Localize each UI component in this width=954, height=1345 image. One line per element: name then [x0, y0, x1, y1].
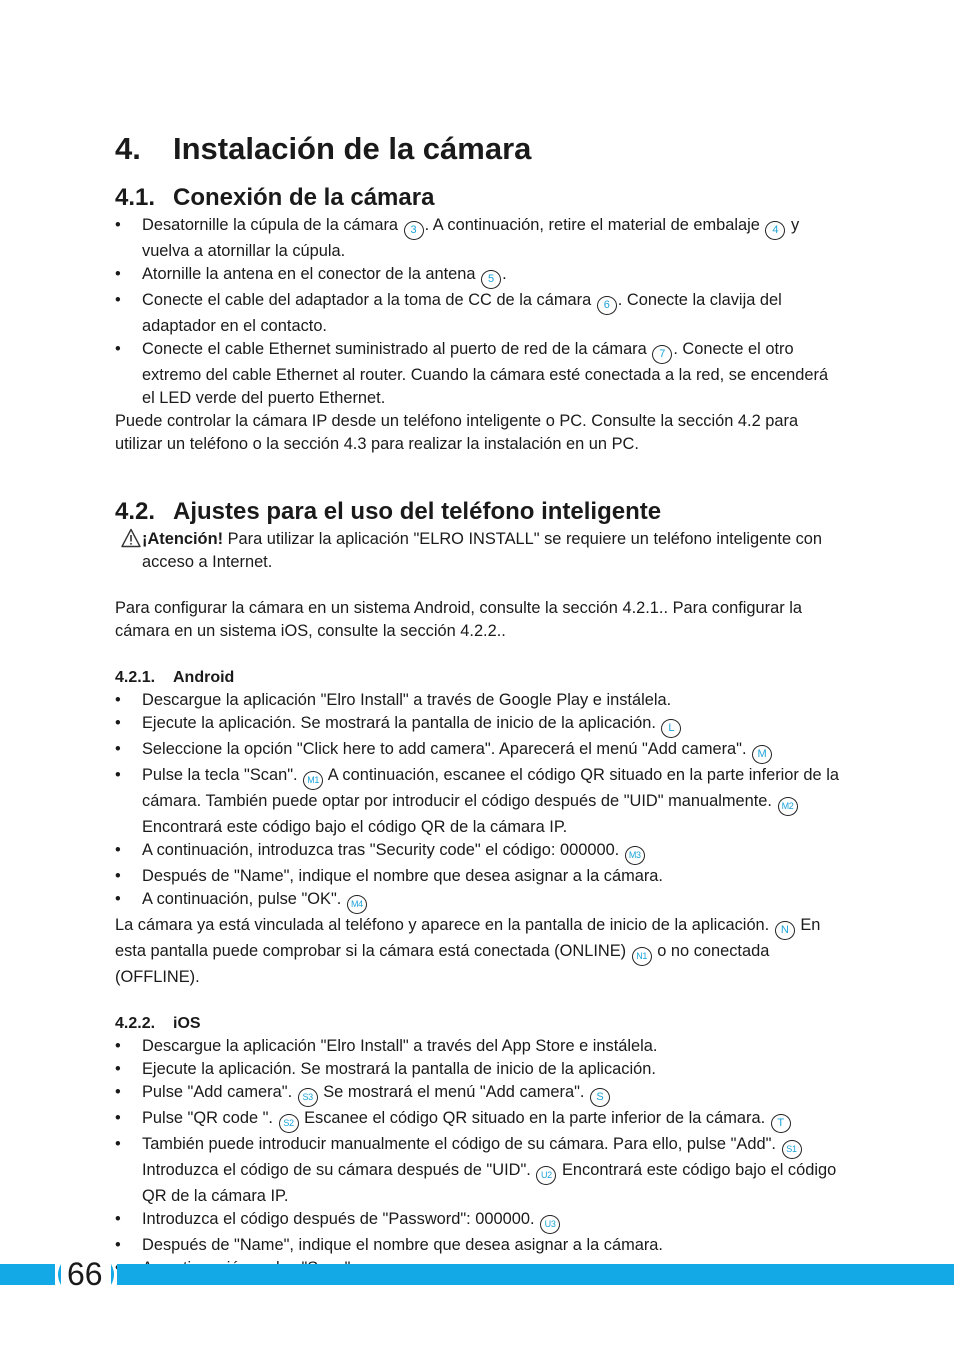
section-heading-4-1: 4.1. Conexión de la cámara — [115, 184, 435, 211]
list-item: • Después de "Name", indique el nombre que desea asignar a la cámara. — [115, 865, 845, 888]
callout-badge: U2 — [536, 1166, 556, 1185]
list-item: • Descargue la aplicación "Elro Install" a través de Google Play e instálela. — [115, 689, 845, 712]
paragraph: Puede controlar la cámara IP desde un teléfono inteligente o PC. Consulte la sección 4.2 para utilizar un teléfono o la sección 4.3 para realizar la instalación en un PC. — [115, 412, 799, 453]
list-item: • Seleccione la opción "Click here to add camera". Aparecerá el menú "Add camera". M — [115, 738, 845, 764]
list-item: • Conecte el cable del adaptador a la toma de CC de la cámara 6 . Conecte la clavija del adaptador en el contacto. — [115, 289, 845, 338]
callout-badge: 3 — [404, 221, 424, 240]
page-number: 66 — [67, 1256, 103, 1292]
list-item: • Introduzca el código después de "Password": 000000. U3 — [115, 1208, 845, 1234]
callout-badge: M3 — [625, 846, 645, 865]
callout-badge: L — [661, 719, 681, 738]
list-item: • Desatornille la cúpula de la cámara 3 . A continuación, retire el material de embalaje 4 y vuelva a atornillar la cúpula. — [115, 214, 845, 263]
subsection-heading-android: 4.2.1. Android — [115, 669, 235, 686]
callout-badge: S1 — [782, 1140, 802, 1159]
callout-badge: M — [752, 745, 772, 764]
warning-icon — [121, 528, 141, 548]
callout-badge: U3 — [540, 1215, 560, 1234]
callout-badge: S — [590, 1088, 610, 1107]
list-item: • A continuación, pulse "OK". M4 — [115, 888, 845, 914]
android-steps-list — [115, 689, 845, 914]
list-item: • También puede introducir manualmente el código de su cámara. Para ello, pulse "Add". S1 Introduzca el código de su cámara después de "UID". U2 Encontrará este código bajo el código QR de la cámara IP. — [115, 1133, 845, 1208]
list-item: • Conecte el cable Ethernet suministrado al puerto de red de la cámara 7 . Conecte el otro extremo del cable Ethernet al router. Cuando la cámara esté conectada a la red, se encenderá el LED verde del puerto Ethernet. — [115, 338, 845, 410]
callout-badge: 7 — [652, 345, 672, 364]
footer-bracket-left — [55, 1264, 61, 1285]
paragraph: La cámara ya está vinculada al teléfono y aparece en la pantalla de inicio de la aplicación. N En esta pantalla puede comprobar si la cámara está conectada (ONLINE) N1 o no conectada (OFFLINE). — [115, 916, 821, 986]
callout-badge: N — [775, 921, 795, 940]
subsection-heading-ios: 4.2.2. iOS — [115, 1015, 201, 1032]
list-item: • A continuación, introduzca tras "Security code" el código: 000000. M3 — [115, 839, 845, 865]
callout-badge: M2 — [778, 797, 798, 816]
list-item: • Pulse la tecla "Scan". M1 A continuación, escanee el código QR situado en la parte inferior de la cámara. También puede optar por introducir el código después de "UID" manualmente. M2 Encontrará este código bajo el código QR de la cámara IP. — [115, 764, 845, 839]
section-heading-4-2: 4.2. Ajustes para el uso del teléfono inteligente — [115, 498, 662, 525]
callout-badge: 4 — [765, 221, 785, 240]
list-item: • Después de "Name", indique el nombre que desea asignar a la cámara. — [115, 1234, 845, 1257]
paragraph: Para configurar la cámara en un sistema Android, consulte la sección 4.2.1.. Para configurar la cámara en un sistema iOS, consulte la sección 4.2.2.. — [115, 599, 802, 640]
callout-badge: N1 — [632, 947, 652, 966]
callout-badge: M1 — [303, 771, 323, 790]
list-item: • Descargue la aplicación "Elro Install" a través del App Store e instálela. — [115, 1035, 845, 1058]
connection-steps-list — [115, 214, 845, 410]
chapter-heading: 4. Instalación de la cámara — [115, 131, 532, 166]
list-item: • Pulse "Add camera". S3 Se mostrará el menú "Add camera". S — [115, 1081, 845, 1107]
list-item: • Ejecute la aplicación. Se mostrará la pantalla de inicio de la aplicación. L — [115, 712, 845, 738]
callout-badge: M4 — [347, 895, 367, 914]
page-content — [115, 128, 845, 1283]
footer-bar-left — [0, 1264, 55, 1285]
callout-badge: S3 — [298, 1088, 318, 1107]
callout-badge: T — [771, 1114, 791, 1133]
callout-badge: 6 — [597, 296, 617, 315]
footer-bar-right — [117, 1264, 954, 1285]
ios-steps-list — [115, 1035, 845, 1283]
list-item: • Ejecute la aplicación. Se mostrará la pantalla de inicio de la aplicación. — [115, 1058, 845, 1081]
list-item: • Atornille la antena en el conector de la antena 5 . — [115, 263, 845, 289]
list-item: • Pulse "QR code ". S2 Escanee el código QR situado en la parte inferior de la cámara. T — [115, 1107, 845, 1133]
warning-note: ¡Atención! Para utilizar la aplicación "ELRO INSTALL" se requiere un teléfono inteligente con acceso a Internet. — [115, 528, 845, 574]
callout-badge: 5 — [481, 270, 501, 289]
callout-badge: S2 — [279, 1114, 299, 1133]
